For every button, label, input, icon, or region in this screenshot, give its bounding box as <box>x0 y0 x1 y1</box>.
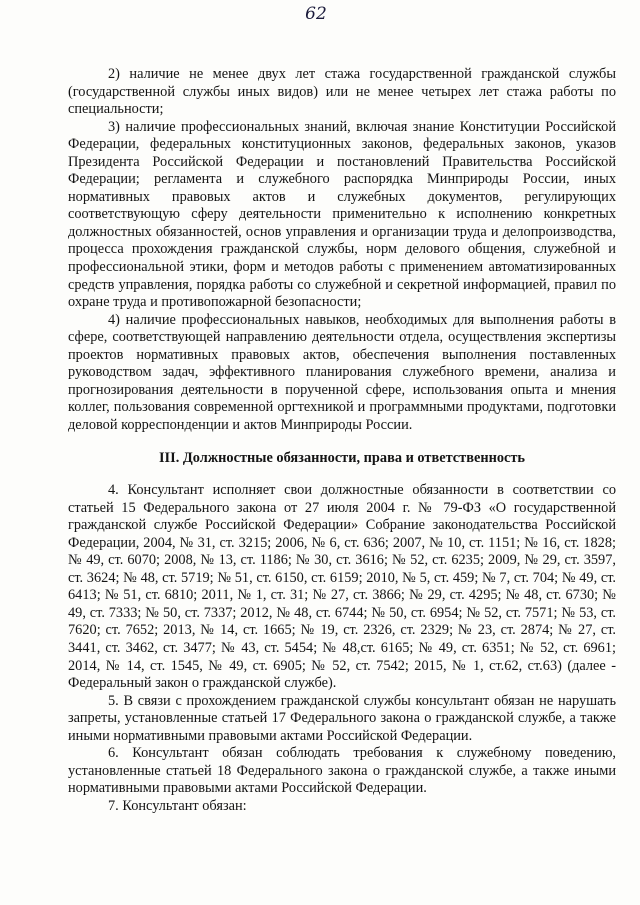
page-number: 62 <box>305 4 327 24</box>
section-heading: III. Должностные обязанности, права и ответственность <box>158 450 526 467</box>
paragraph-requirement-2: 2) наличие не менее двух лет стажа государственной гражданской службы (государственной службы иных видов) или не менее четырех лет стажа работы по специальности; <box>68 66 616 118</box>
paragraph-item-6: 6. Консультант обязан соблюдать требования к служебному поведению, установленные статьей 18 Федерального закона о гражданской службе, а также иными нормативными правовыми актами Российской Федерации. <box>68 745 616 797</box>
paragraph-item-4: 4. Консультант исполняет свои должностные обязанности в соответствии со статьей 15 Федерального закона от 27 июля 2004 г. № 79-ФЗ «О государственной гражданской службе Российской Федерации» Собрание законодательства Российской Федерации, 2004, № 31, ст. 3215; 2006, № 6, ст. 636; 2007, № 10, ст. 1151; № 16, ст. 1828; № 49, ст. 6070; 2008, № 13, ст. 1186; № 30, ст. 3616; № 52, ст. 6235; 2009, № 29, ст. 3597, ст. 3624; № 48, ст. 5719; № 51, ст. 6150, ст. 6159; 2010, № 5, ст. 459; № 7, ст. 704; № 49, ст. 6413; № 51, ст. 6810; 2011, № 1, ст. 31; № 27, ст. 3866; № 29, ст. 4295; № 48, ст. 6730; № 49, ст. 7333; № 50, ст. 7337; 2012, № 48, ст. 6744; № 50, ст. 6954; № 52, ст. 7571; № 53, ст. 7620; ст. 7652; 2013, № 14, ст. 1665; № 19, ст. 2326, ст. 2329; № 23, ст. 2874; № 27, ст. 3441, ст. 3462, ст. 3477; № 43, ст. 5454; № 48,ст. 6165; № 49, ст. 6351; № 52, ст. 6961; 2014, № 14, ст. 1545, № 49, ст. 6905; № 52, ст. 7542; 2015, № 1, ст.62, ст.63) (далее - Федеральный закон о гражданской службе). <box>68 482 616 692</box>
paragraph-item-5: 5. В связи с прохождением гражданской службы консультант обязан не нарушать запреты, установленные статьей 17 Федерального закона о гражданской службе, а также иными нормативными правовыми актами Российской Федерации. <box>68 692 616 744</box>
document-body <box>68 66 616 815</box>
paragraph-requirement-3: 3) наличие профессиональных знаний, включая знание Конституции Российской Федерации, федеральных конституционных законов, федеральных законов, указов Президента Российской Федерации и постановлений Правительства Российской Федерации; регламента и служебного распорядка Минприроды России, иных нормативных правовых актов и служебных документов, регулирующих соответствующую сферу деятельности применительно к исполнению конкретных должностных обязанностей, основ управления и организации труда и делопроизводства, процесса прохождения гражданской службы, норм делового общения, служебной и профессиональной этики, форм и методов работы с применением автоматизированных средств управления, порядка работы со служебной и секретной информацией, правил по охране труда и противопожарной безопасности; <box>68 118 616 311</box>
paragraph-item-7: 7. Консультант обязан: <box>108 797 247 814</box>
paragraph-requirement-4: 4) наличие профессиональных навыков, необходимых для выполнения работы в сфере, соответствующей направлению деятельности отдела, осуществления экспертизы проектов нормативных правовых актов, обеспечения выполнения поставленных руководством задач, эффективного планирования служебного времени, анализа и прогнозирования деятельности в порученной сфере, использования опыта и мнения коллег, пользования современной оргтехникой и программными продуктами, подготовки деловой корреспонденции и актов Минприроды России. <box>68 311 616 433</box>
